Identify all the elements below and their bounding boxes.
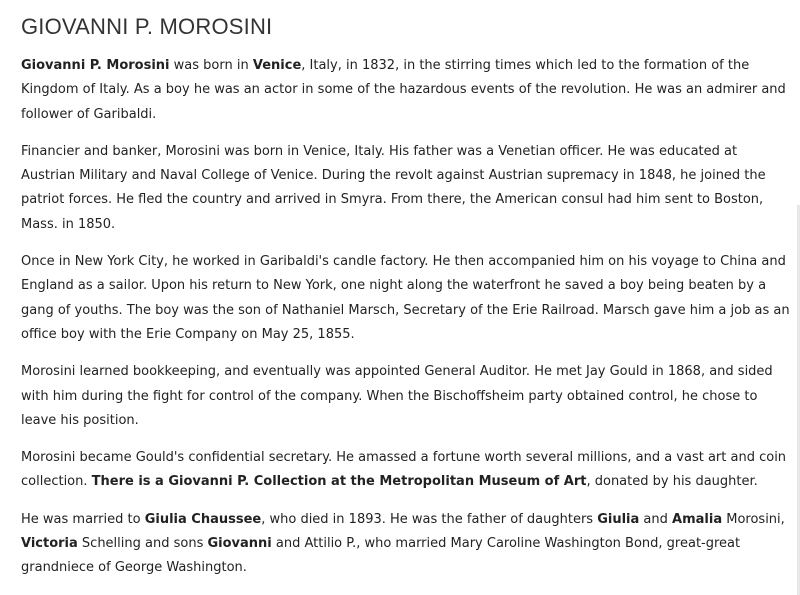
text-run: , who died in 1893. He was the father of daughters xyxy=(261,511,598,527)
page-title: GIOVANNI P. MOROSINI xyxy=(21,14,273,39)
bold-text: There is a Giovanni P. Collection at the Metropolitan Museum of Art xyxy=(91,474,587,490)
bold-text: Giovanni xyxy=(207,536,272,552)
article-body xyxy=(21,54,790,581)
text-run: and Attilio P., who married Mary Caroline Washington Bond, great-great grandniece of George Washington. xyxy=(21,536,741,576)
text-run: Morosini learned bookkeeping, and eventually was appointed General Auditor. He met Jay Gould in 1868, and sided with him during the fight for control of the company. When the Bischoffsheim party obtained control, he chose to leave his position. xyxy=(21,364,773,428)
paragraph-6 xyxy=(21,508,790,581)
bold-text: Amalia xyxy=(672,511,723,527)
bold-text: Venice xyxy=(252,58,302,73)
text-run: Schelling and sons xyxy=(77,536,208,552)
text-run: , donated by his daughter. xyxy=(586,474,758,490)
text-run: and xyxy=(639,511,673,527)
text-run: Once in New York City, he worked in Garibaldi's candle factory. He then accompanied him on his voyage to China and England as a sailor. Upon his return to New York, one night along the waterfront he saved a boy being beaten by a gang of youths. The boy was the son of Nathaniel Marsch, Secretary of the Erie Railroad. Marsch gave him a job as an office boy with the Erie Company on May 25, 1855. xyxy=(21,254,790,342)
text-run: He was married to xyxy=(21,511,145,527)
text-run: Morosini became Gould's confidential secretary. He amassed a fortune worth several millions, and a vast art and coin collection. xyxy=(21,450,787,490)
text-run: was born in xyxy=(169,58,253,73)
bold-text: Victoria xyxy=(21,536,78,552)
bold-text: Giovanni P. Morosini xyxy=(21,58,170,73)
paragraph-5 xyxy=(21,446,790,495)
bold-text: Giulia xyxy=(597,511,640,527)
text-run: Morosini, xyxy=(722,511,785,527)
text-run: , Italy, in 1832, in the stirring times which led to the formation of the Kingdom of Italy. As a boy he was an actor in some of the hazardous events of the revolution. He was an admirer and follower of Garibaldi. xyxy=(21,58,786,122)
bold-text: Giulia Chaussee xyxy=(144,511,262,527)
text-run: Financier and banker, Morosini was born in Venice, Italy. His father was a Venetian officer. He was educated at Austrian Military and Naval College of Venice. During the revolt against Austrian supremacy in 1848, he joined the patriot forces. He fled the country and arrived in Smyra. From there, the American consul had him sent to Boston, Mass. in 1850. xyxy=(21,143,766,232)
paragraph-2 xyxy=(21,140,790,237)
paragraph-3 xyxy=(21,250,790,347)
paragraph-1 xyxy=(21,54,790,127)
paragraph-4 xyxy=(21,360,790,433)
